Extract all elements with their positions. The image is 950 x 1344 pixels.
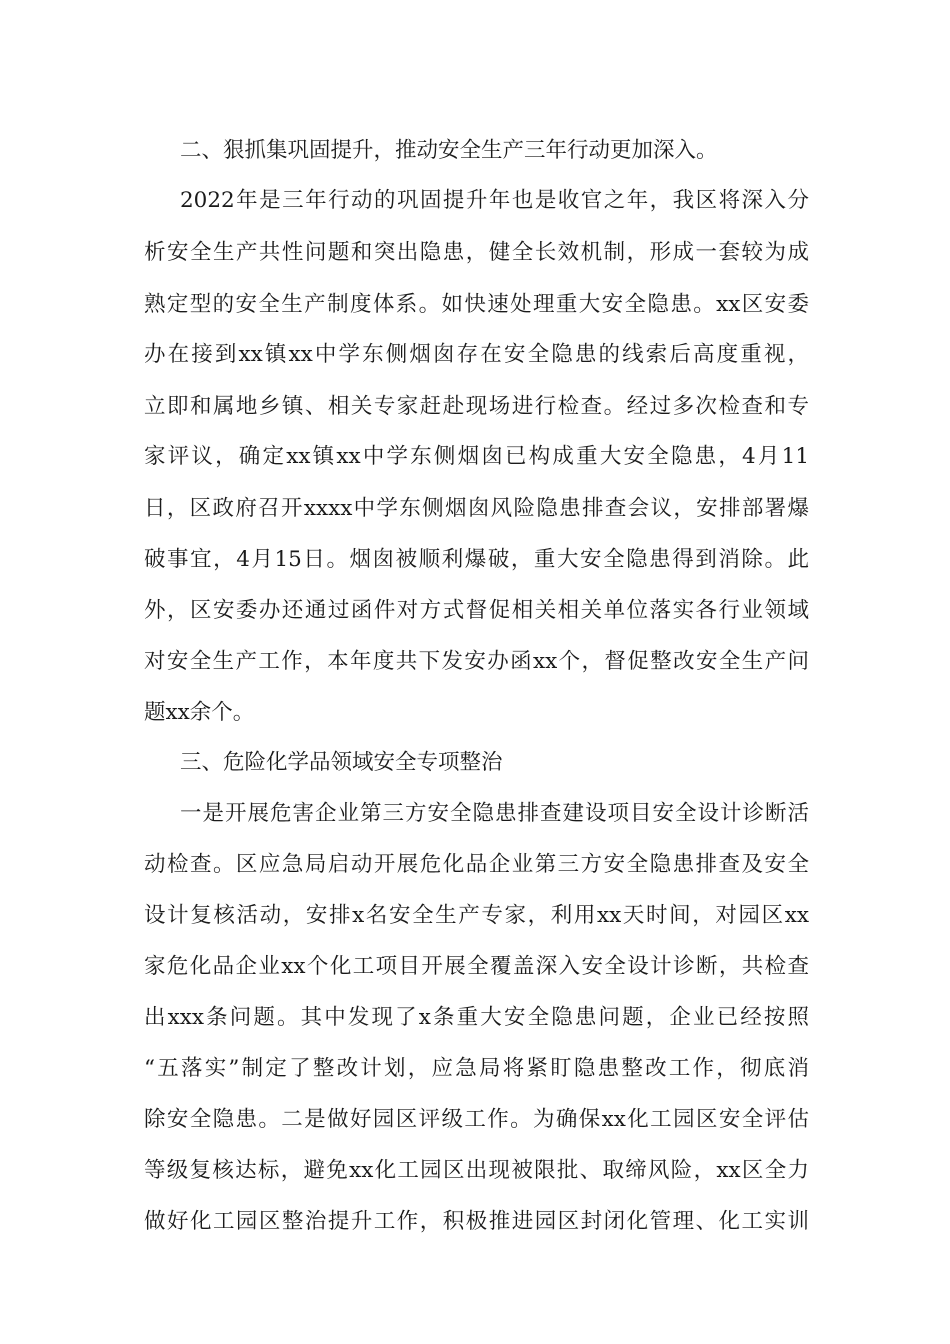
paragraph-line: 外，区安委办还通过函件对方式督促相关相关单位落实各行业领域 [144,598,809,623]
paragraph-line: 出xxx条问题。其中发现了x条重大安全隐患问题，企业已经按照 [144,1005,809,1030]
paragraph-line: 办在接到xx镇xx中学东侧烟囱存在安全隐患的线索后高度重视， [144,342,809,367]
paragraph-line: 设计复核活动，安排x名安全生产专家，利用xx天时间，对园区xx [144,903,809,928]
paragraph-line: 除安全隐患。二是做好园区评级工作。为确保xx化工园区安全评估 [144,1107,809,1132]
section-heading-2: 二、狠抓集巩固提升，推动安全生产三年行动更加深入。 [180,138,718,163]
paragraph-line: 家评议，确定xx镇xx中学东侧烟囱已构成重大安全隐患，4月11 [144,444,809,469]
paragraph-line: 一是开展危害企业第三方安全隐患排查建设项目安全设计诊断活 [180,801,809,826]
paragraph-line: 等级复核达标，避免xx化工园区出现被限批、取缔风险，xx区全力 [144,1158,809,1183]
paragraph-line: 动检查。区应急局启动开展危化品企业第三方安全隐患排查及安全 [144,852,809,877]
paragraph-line: 家危化品企业xx个化工项目开展全覆盖深入安全设计诊断，共检查 [144,954,809,979]
paragraph-line: 立即和属地乡镇、相关专家赶赴现场进行检查。经过多次检查和专 [144,394,809,419]
paragraph-line: 2022年是三年行动的巩固提升年也是收官之年，我区将深入分 [180,188,809,213]
paragraph-line: 析安全生产共性问题和突出隐患，健全长效机制，形成一套较为成 [144,240,809,265]
paragraph-line: 对安全生产工作，本年度共下发安办函xx个，督促整改安全生产问 [144,649,809,674]
section-heading-3: 三、危险化学品领域安全专项整治 [180,750,503,775]
paragraph-line: “五落实”制定了整改计划，应急局将紧盯隐患整改工作，彻底消 [144,1056,809,1081]
paragraph-line: 题xx余个。 [144,700,255,725]
paragraph-line: 熟定型的安全生产制度体系。如快速处理重大安全隐患。xx区安委 [144,292,809,317]
paragraph-line: 做好化工园区整治提升工作，积极推进园区封闭化管理、化工实训 [144,1209,809,1234]
paragraph-line: 破事宜，4月15日。烟囱被顺利爆破，重大安全隐患得到消除。此 [144,547,809,572]
paragraph-line: 日，区政府召开xxxx中学东侧烟囱风险隐患排查会议，安排部署爆 [144,496,809,521]
